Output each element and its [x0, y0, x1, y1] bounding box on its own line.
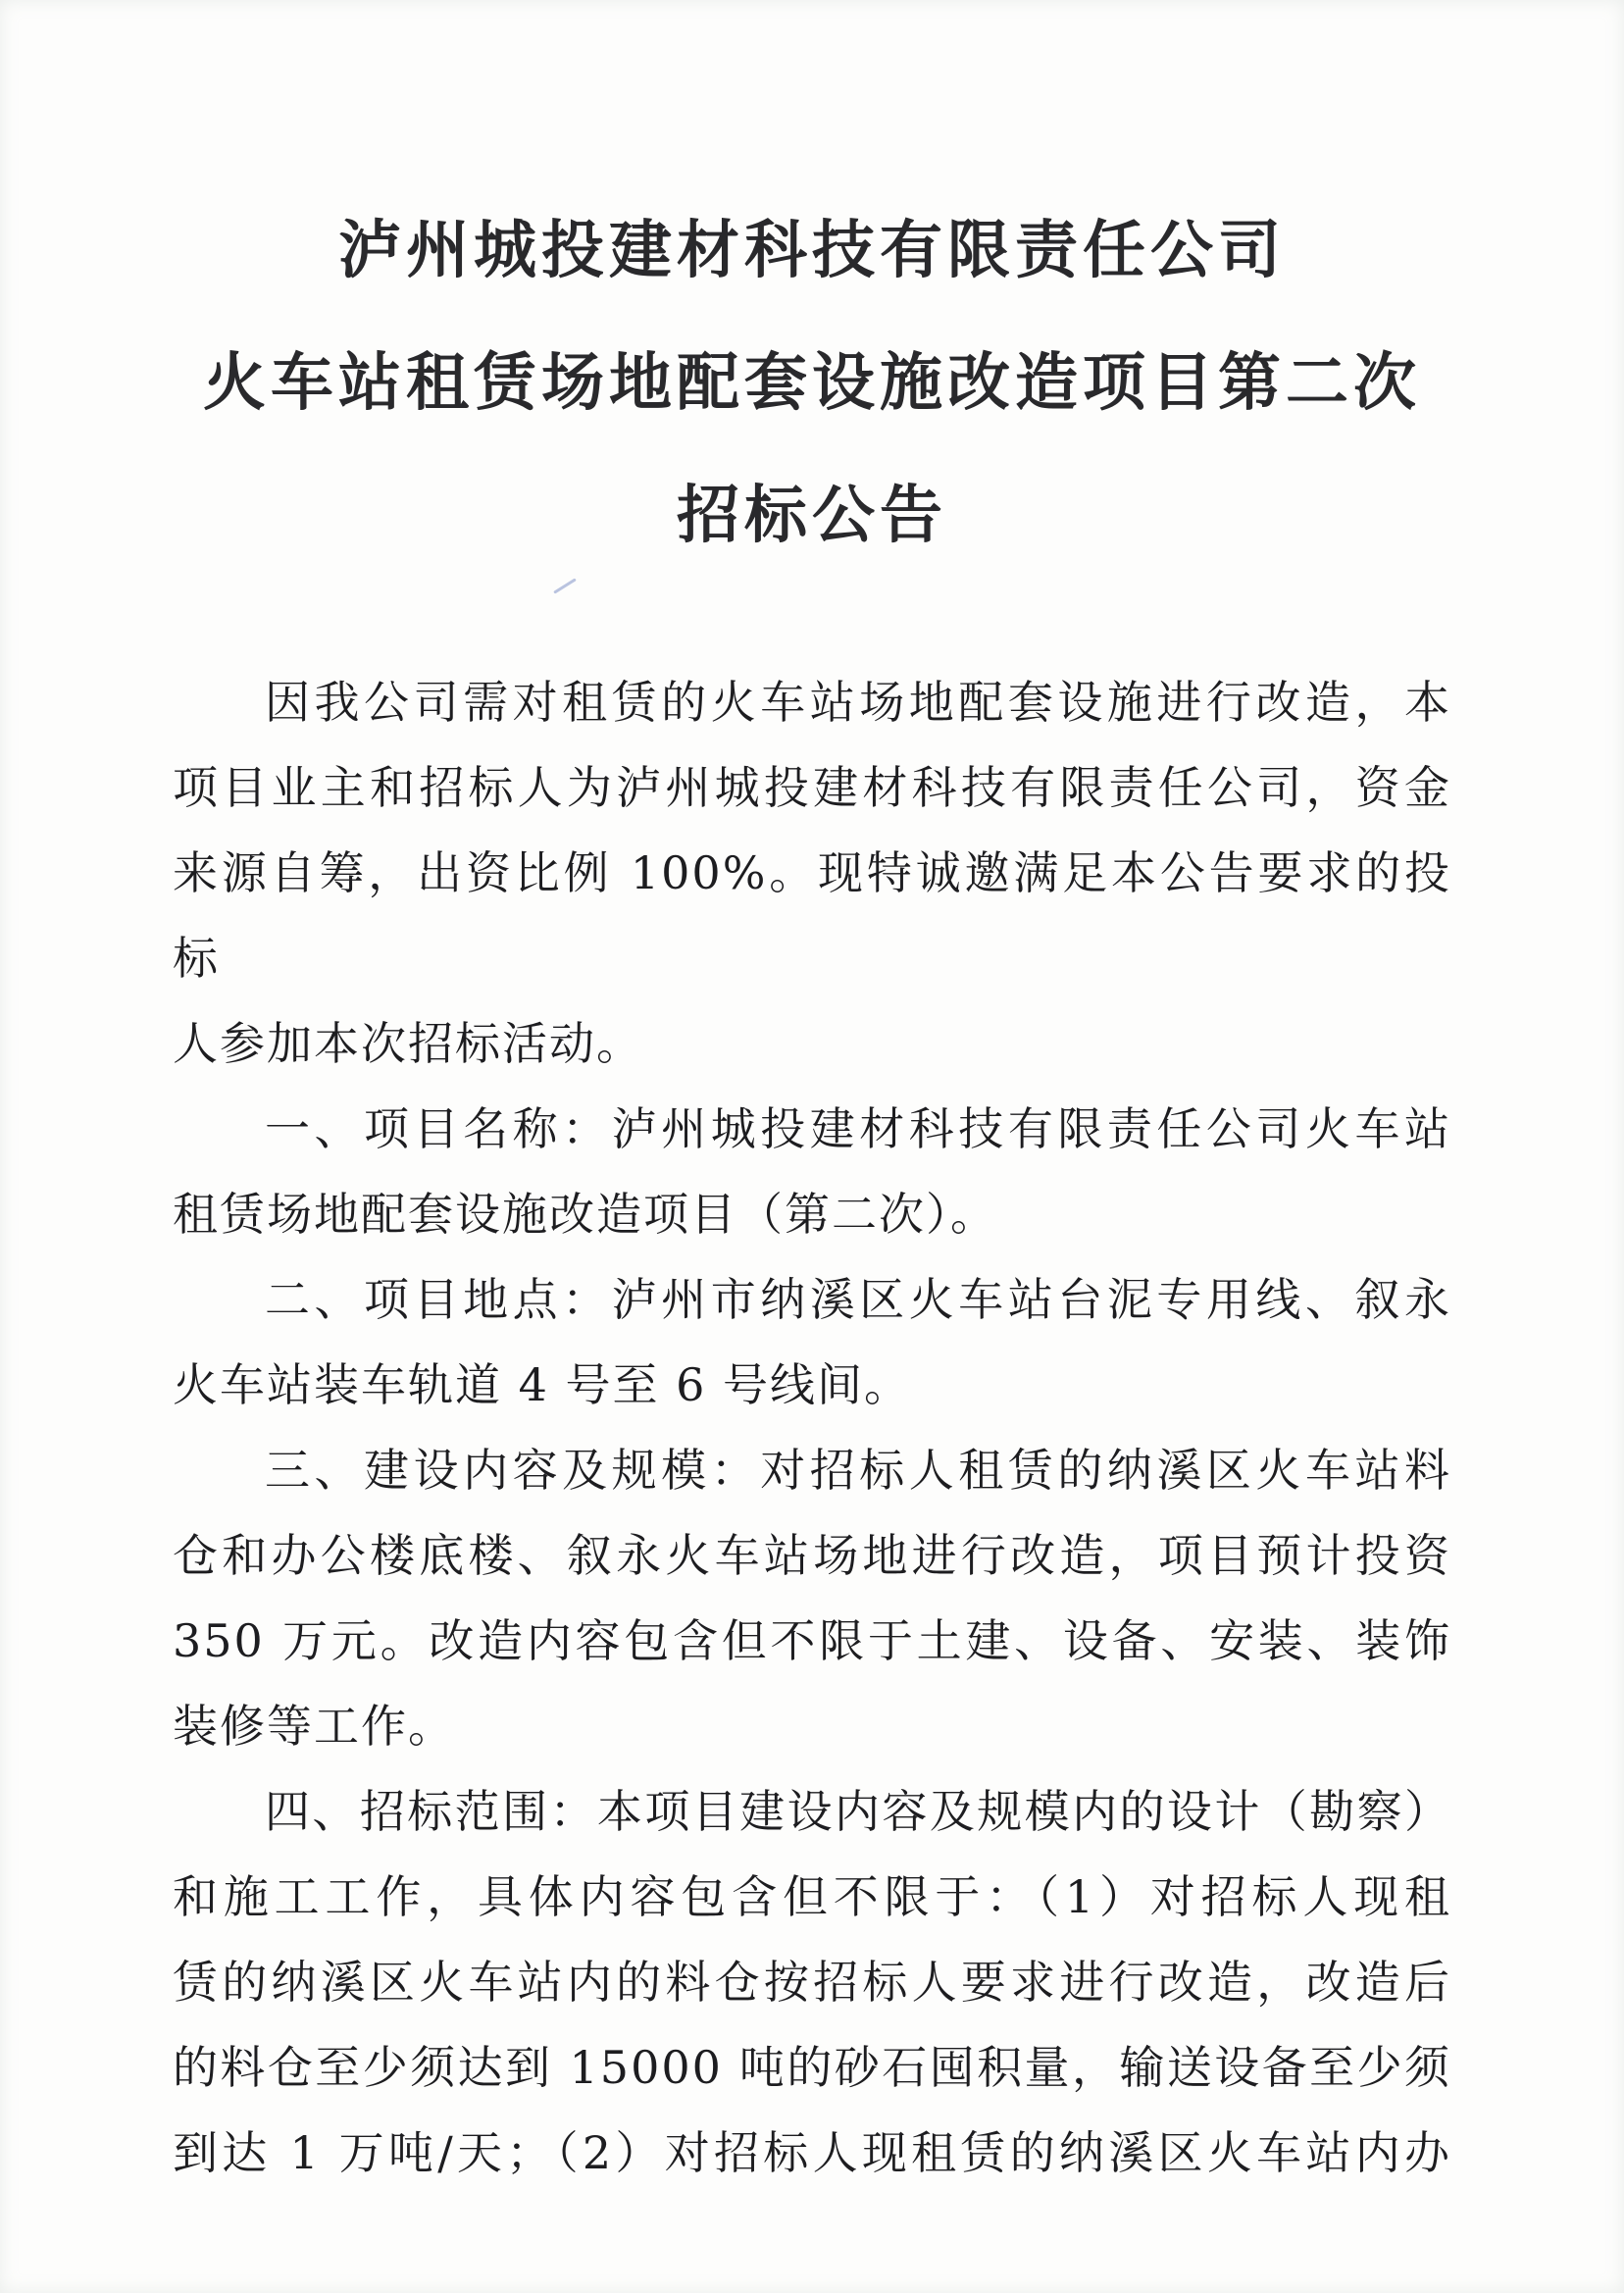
body-text-line: 到达 1 万吨/天；（2）对招标人现租赁的纳溪区火车站内办	[173, 2126, 1451, 2179]
body-text-line: 人参加本次招标活动。	[173, 1017, 643, 1070]
document-body	[0, 660, 1624, 2196]
body-text-line: 四、招标范围：本项目建设内容及规模内的设计（勘察）	[265, 1785, 1451, 1838]
body-text-line: 火车站装车轨道 4 号至 6 号线间。	[173, 1358, 912, 1411]
body-text-line: 项目业主和招标人为泸州城投建材科技有限责任公司，资金	[173, 761, 1451, 814]
body-text-line: 装修等工作。	[173, 1700, 455, 1753]
title-line-announcement: 招标公告	[677, 479, 947, 552]
title-line-project: 火车站租赁场地配套设施改造项目第二次	[203, 346, 1421, 420]
body-text-line: 因我公司需对租赁的火车站场地配套设施进行改造，本	[265, 676, 1451, 729]
body-text-line: 来源自筹，出资比例 100%。现特诚邀满足本公告要求的投标	[173, 846, 1451, 985]
body-text-line: 仓和办公楼底楼、叙永火车站场地进行改造，项目预计投资	[173, 1529, 1451, 1582]
body-text-line: 和施工工作，具体内容包含但不限于：（1）对招标人现租	[173, 1870, 1451, 1923]
body-text-line: 的料仓至少须达到 15000 吨的砂石囤积量，输送设备至少须	[173, 2041, 1451, 2094]
body-text-line: 租赁场地配套设施改造项目（第二次）。	[173, 1188, 997, 1241]
body-text-line: 三、建设内容及规模：对招标人租赁的纳溪区火车站料	[265, 1444, 1451, 1497]
body-text-line: 二、项目地点：泸州市纳溪区火车站台泥专用线、叙永	[265, 1273, 1451, 1326]
body-text-line: 350 万元。改造内容包含但不限于土建、设备、安装、装饰	[173, 1614, 1451, 1667]
document-title	[0, 0, 1624, 582]
body-text-line: 一、项目名称：泸州城投建材科技有限责任公司火车站	[265, 1102, 1451, 1155]
body-text-line: 赁的纳溪区火车站内的料仓按招标人要求进行改造，改造后	[173, 1956, 1451, 2009]
title-line-company: 泸州城投建材科技有限责任公司	[338, 214, 1286, 287]
